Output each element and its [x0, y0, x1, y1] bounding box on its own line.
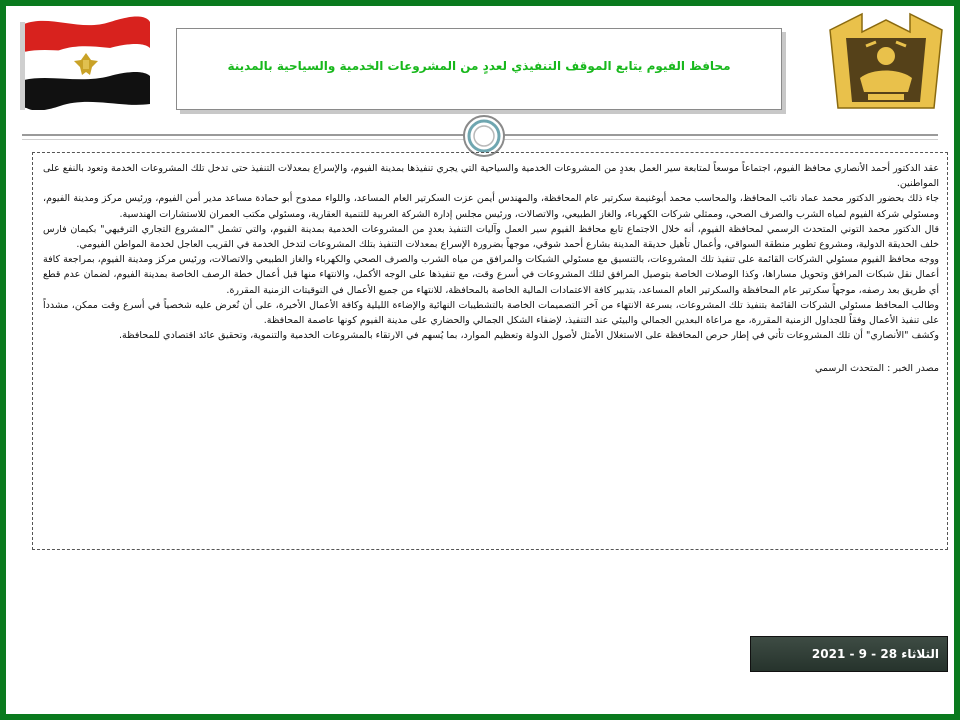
- headline-title: محافظ الفيوم يتابع الموقف التنفيذي لعددٍ من المشروعات الخدمية والسياحية بالمدينة: [227, 59, 731, 73]
- fayoum-governorate-logo: [816, 12, 956, 112]
- article-paragraph: ووجه محافظ الفيوم مسئولي الشركات القائمة على تنفيذ تلك المشروعات، بالتنسيق مع مسئولي الشبكات والمرافق من مياه الشرب والصرف الصحي والكهرباء والغاز الطبيعي والاتصالات، ورئيس مركز ومدينة الفيوم، بمراجعة كافة أعمال نقل شبكات المرافق وتحويل مساراها، وكذا الوصلات الخاصة بتوصيل المرافق لتلك المشروعات في أسرع وقت، مع تنفيذها على الوجه الأكمل، والانتهاء منها قبل أعمال خطة الرصف الخاصة بمدينة الفيوم، لضمان عدم قطع أي طريق بعد رصفه، موجهاً سكرتير عام المحافظة والسكرتير العام المساعد، بتدبير كافة الاعتمادات المالية الخاصة بالمحافظة، للانتهاء من جميع الأعمال في التوقيتات الزمنية المقررة.: [43, 254, 939, 296]
- article-paragraph: وكشف "الأنصاري" أن تلك المشروعات تأتي في إطار حرص المحافظة على الاستغلال الأمثل لأصول الدولة وتعظيم الموارد، بما يُسهم في الارتقاء بالمشروعات الخدمية والتنموية، وتحقيق عائد اقتصادي للمحافظة.: [118, 330, 939, 342]
- date-badge: [750, 636, 948, 672]
- article-paragraph: قال الدكتور محمد التوني المتحدث الرسمي لمحافظة الفيوم، أنه خلال الاجتماع تابع محافظ الفيوم سير العمل وآليات التنفيذ بعددٍ من المشروعات الخدمية بمدينة الفيوم، والتي تشمل "المشروع التجاري الترفيهي" بكيمان فارس خلف الحديقة الدولية، ومشروع تطوير منطقة السواقي، وأعمال تأهيل حديقة المدينة بشارع أحمد شوقي، موجهاً بضرورة الإسراع بمعدلات التنفيذ بتلك المشروعات لتدخل الخدمة في القريب العاجل لخدمة المواطن الفيومي.: [43, 223, 939, 251]
- article-paragraph: جاء ذلك بحضور الدكتور محمد عماد نائب المحافظ، والمحاسب محمد أبوغنيمة سكرتير عام المحافظة، والمهندس أيمن عزت السكرتير العام المساعد، واللواء ممدوح أبو حمادة مساعد مدير أمن الفيوم، ورئيس مركز ومدينة الفيوم، ومسئولي شركة الفيوم لمياه الشرب والصرف الصحي، وممثلي شركات الكهرباء، والغاز الطبيعي، والاتصالات، ورئيس مجلس إدارة الشركة العربية للتنمية العقارية، ومسئولي مكتب العمران للاستشارات الهندسية.: [43, 193, 939, 220]
- headline-box: [176, 28, 782, 110]
- news-source: مصدر الخبر : المتحدث الرسمي: [814, 363, 939, 375]
- article-body: [32, 152, 948, 550]
- date-label: الثلاثاء 28 - 9 - 2021: [811, 647, 939, 661]
- egypt-flag-icon: [20, 14, 152, 110]
- article-paragraph: وطالب المحافظ مسئولي الشركات القائمة بتنفيذ تلك المشروعات، بسرعة الانتهاء من آخر التصميمات الخاصة بالتشطيبات النهائية والإضاءة الليلية وكافة الأعمال الأخيرة، على أن تُعرض عليه شخصياً في أسرع وقت ممكن، مشدداً على تنفيذ الأعمال وفقاً للجداول الزمنية المقررة، مع مراعاة البعدين الجمالي والبيئي عند التنفيذ، لإضفاء الشكل الجمالي والحضاري على مدينة الفيوم كونها عاصمة المحافظة.: [43, 299, 939, 327]
- article-paragraph: عقد الدكتور أحمد الأنصاري محافظ الفيوم، اجتماعاً موسعاً لمتابعة سير العمل بعددٍ من المشروعات الخدمية والسياحية التي يجري تنفيذها بمدينة الفيوم، والإسراع بمعدلات التنفيذ حتى تدخل تلك المشروعات الخدمة وتعود بالنفع على المواطنين.: [43, 163, 939, 190]
